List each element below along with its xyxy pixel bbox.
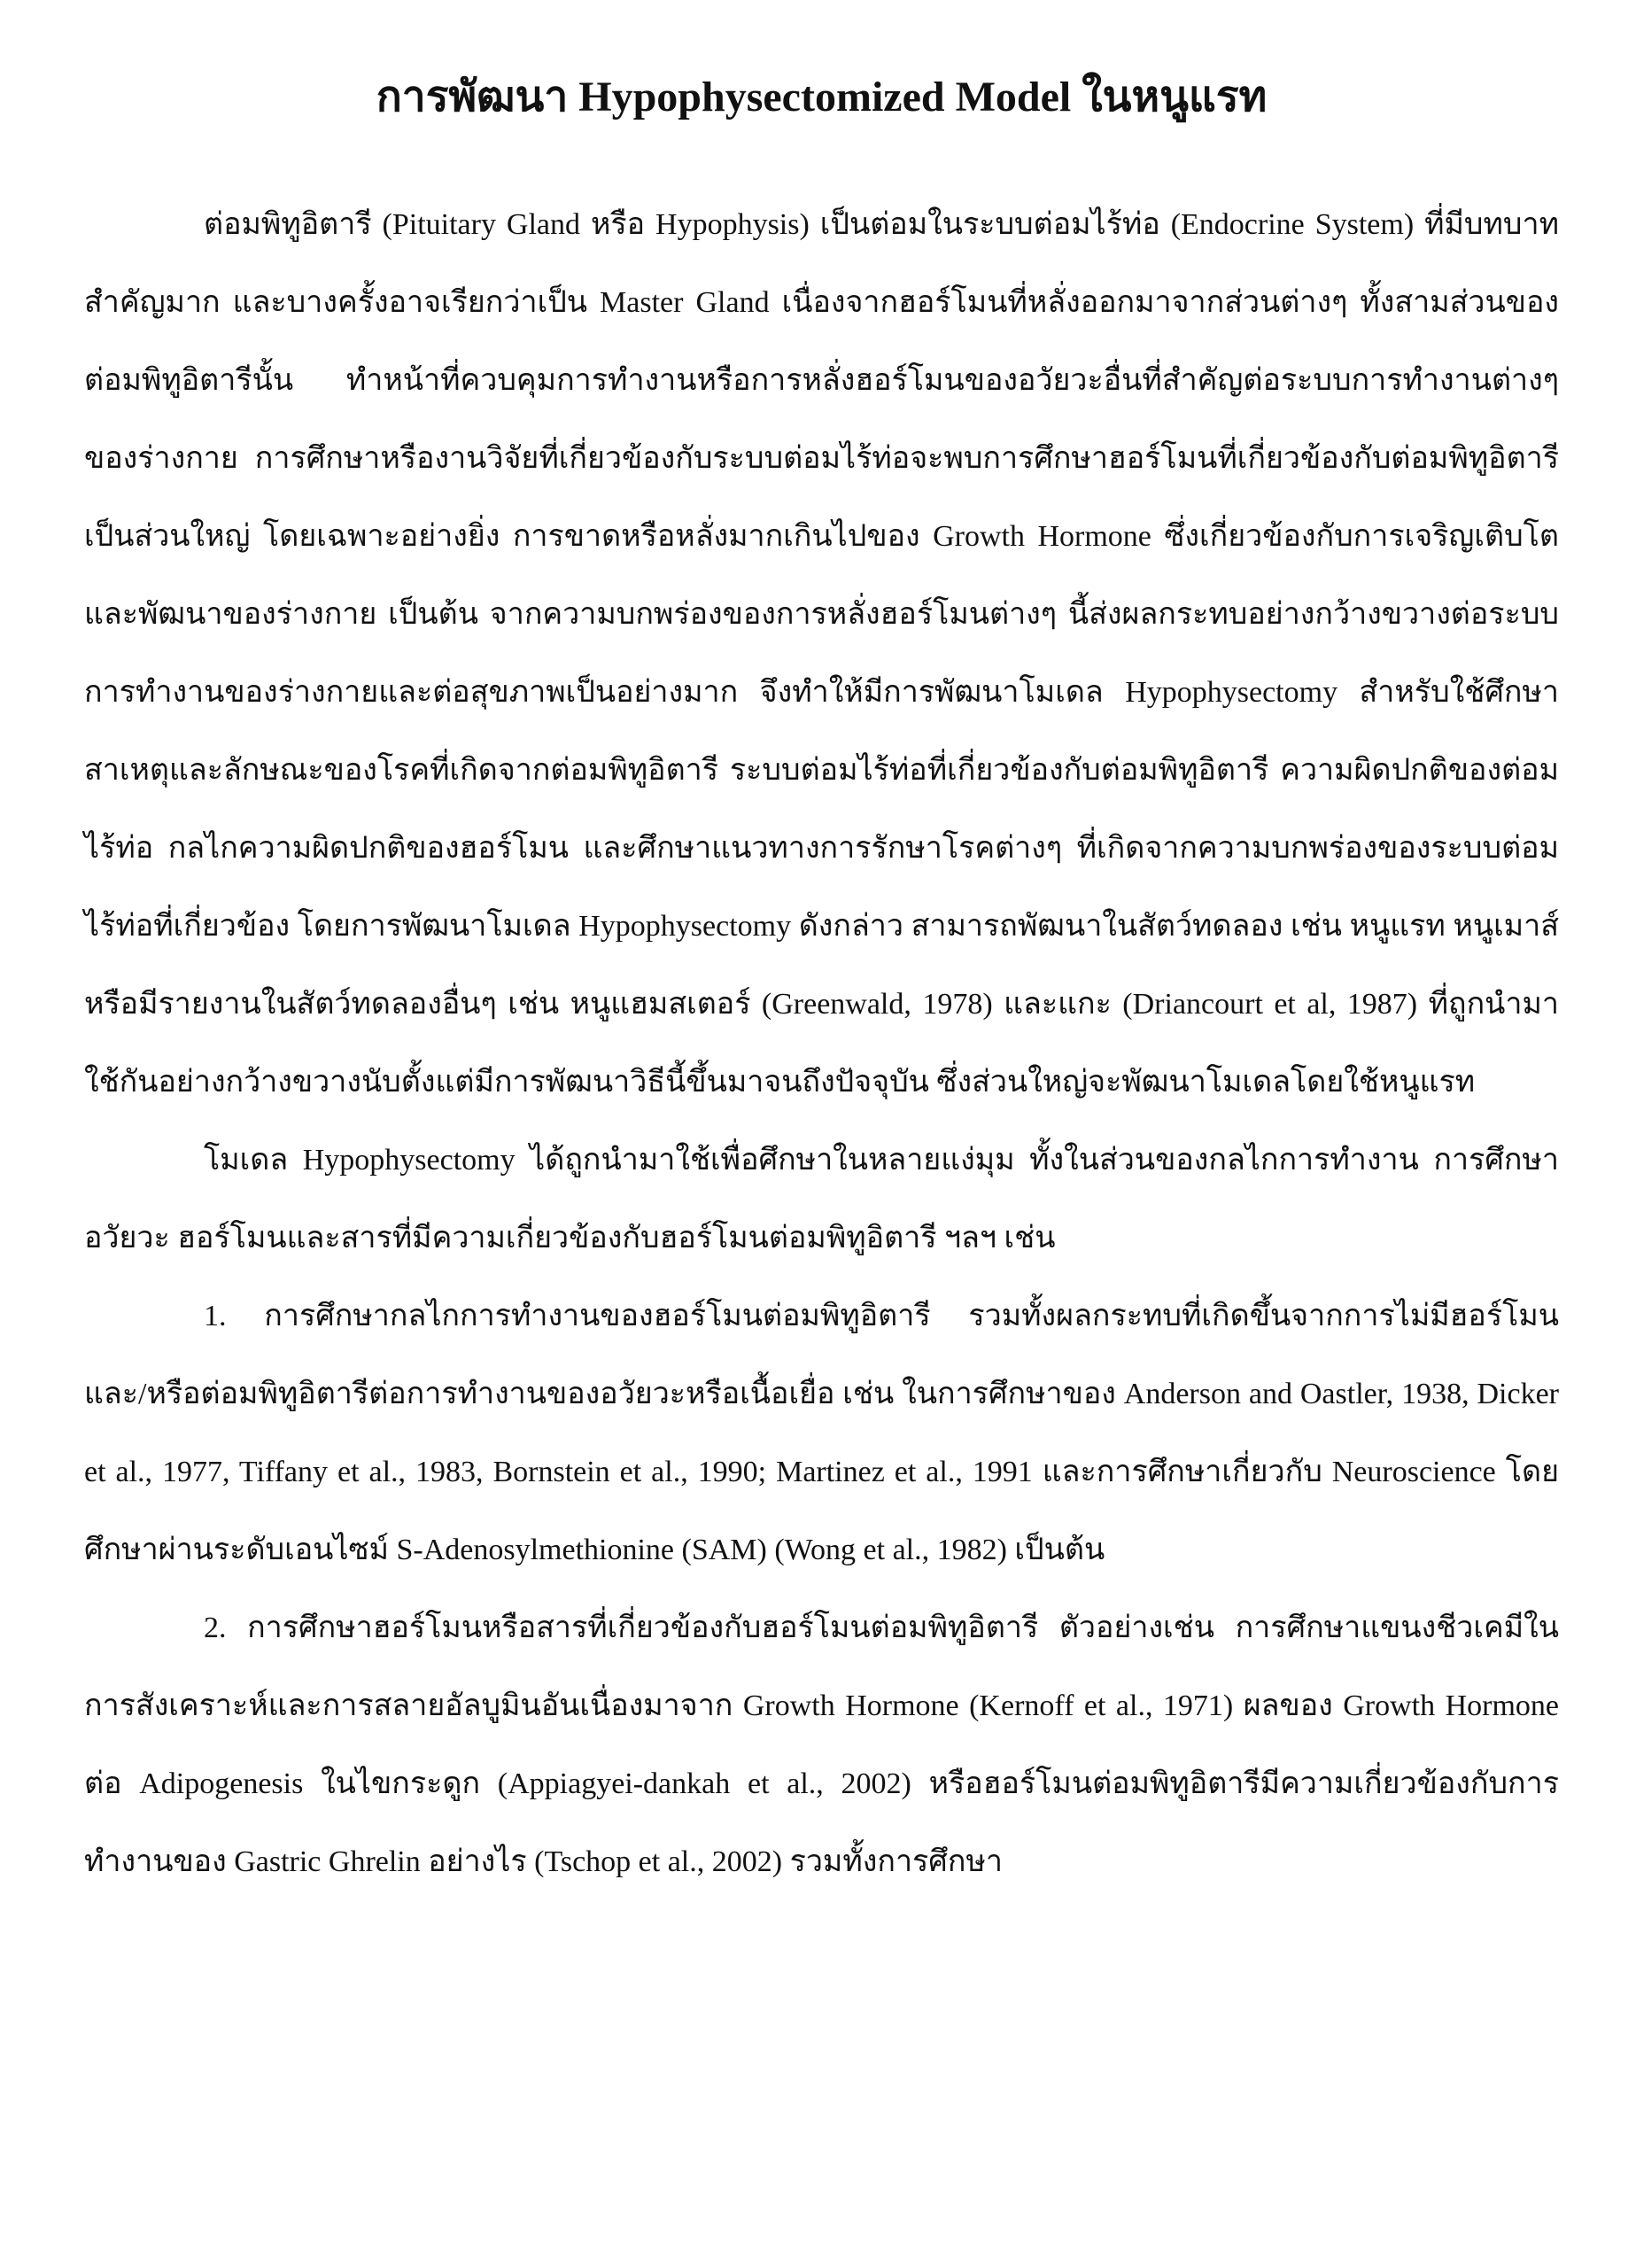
paragraph-item-1: 1. การศึกษากลไกการทำงานของฮอร์โมนต่อมพิทูอิตารี รวมทั้งผลกระทบที่เกิดขึ้นจากการไม่มีฮอร์โมนและ/หรือต่อมพิทูอิตารีต่อการทำงานของอวัยวะหรือเนื้อเยื่อ เช่น ในการศึกษาของ Anderson and Oastler, 1938, Dicker et al., 1977, Tiffany et al., 1983, Bornstein et al., 1990; Martinez et al., 1991 และการศึกษาเกี่ยวกับ Neuroscience โดยศึกษาผ่านระดับเอนไซม์ S-Adenosylmethionine (SAM) (Wong et al., 1982) เป็นต้น	[84, 1300, 1559, 1566]
document-title: การพัฒนา Hypophysectomized Model ในหนูแรท	[376, 74, 1268, 120]
paragraph-item-2: 2. การศึกษาฮอร์โมนหรือสารที่เกี่ยวข้องกับฮอร์โมนต่อมพิทูอิตารี ตัวอย่างเช่น การศึกษาแขนงชีวเคมีในการสังเคราะห์และการสลายอัลบูมินอันเนื่องมาจาก Growth Hormone (Kernoff et al., 1971) ผลของ Growth Hormone ต่อ Adipogenesis ในไขกระดูก (Appiagyei-dankah et al., 2002) หรือฮอร์โมนต่อมพิทูอิตารีมีความเกี่ยวข้องกับการทำงานของ Gastric Ghrelin อย่างไร (Tschop et al., 2002) รวมทั้งการศึกษา	[84, 1612, 1559, 1878]
paragraph-hypophysectomy-uses: โมเดล Hypophysectomy ได้ถูกนำมาใช้เพื่อศึกษาในหลายแง่มุม ทั้งในส่วนของกลไกการทำงาน การศึกษาอวัยวะ ฮอร์โมนและสารที่มีความเกี่ยวข้องกับฮอร์โมนต่อมพิทูอิตารี ฯลฯ เช่น	[84, 1144, 1559, 1254]
paragraph-pituitary-intro: ต่อมพิทูอิตารี (Pituitary Gland หรือ Hypophysis) เป็นต่อมในระบบต่อมไร้ท่อ (Endocrine System) ที่มีบทบาทสำคัญมาก และบางครั้งอาจเรียกว่าเป็น Master Gland เนื่องจากฮอร์โมนที่หลั่งออกมาจากส่วนต่างๆ ทั้งสามส่วนของต่อมพิทูอิตารีนั้น ทำหน้าที่ควบคุมการทำงานหรือการหลั่งฮอร์โมนของอวัยวะอื่นที่สำคัญต่อระบบการทำงานต่างๆของร่างกาย การศึกษาหรืองานวิจัยที่เกี่ยวข้องกับระบบต่อมไร้ท่อจะพบการศึกษาฮอร์โมนที่เกี่ยวข้องกับต่อมพิทูอิตารีเป็นส่วนใหญ่ โดยเฉพาะอย่างยิ่ง การขาดหรือหลั่งมากเกินไปของ Growth Hormone ซึ่งเกี่ยวข้องกับการเจริญเติบโตและพัฒนาของร่างกาย เป็นต้น จากความบกพร่องของการหลั่งฮอร์โมนต่างๆ นี้ส่งผลกระทบอย่างกว้างขวางต่อระบบการทำงานของร่างกายและต่อสุขภาพเป็นอย่างมาก จึงทำให้มีการพัฒนาโมเดล Hypophysectomy สำหรับใช้ศึกษาสาเหตุและลักษณะของโรคที่เกิดจากต่อมพิทูอิตารี ระบบต่อมไร้ท่อที่เกี่ยวข้องกับต่อมพิทูอิตารี ความผิดปกติของต่อมไร้ท่อ กลไกความผิดปกติของฮอร์โมน และศึกษาแนวทางการรักษาโรคต่างๆ ที่เกิดจากความบกพร่องของระบบต่อมไร้ท่อที่เกี่ยวข้อง โดยการพัฒนาโมเดล Hypophysectomy ดังกล่าว สามารถพัฒนาในสัตว์ทดลอง เช่น หนูแรท หนูเมาส์ หรือมีรายงานในสัตว์ทดลองอื่นๆ เช่น หนูแฮมสเตอร์ (Greenwald, 1978) และแกะ (Driancourt et al, 1987) ที่ถูกนำมาใช้กันอย่างกว้างขวางนับตั้งแต่มีการพัฒนาวิธีนี้ขึ้นมาจนถึงปัจจุบัน ซึ่งส่วนใหญ่จะพัฒนาโมเดลโดยใช้หนูแรท	[84, 208, 1559, 1099]
document-page	[84, 62, 1559, 1901]
